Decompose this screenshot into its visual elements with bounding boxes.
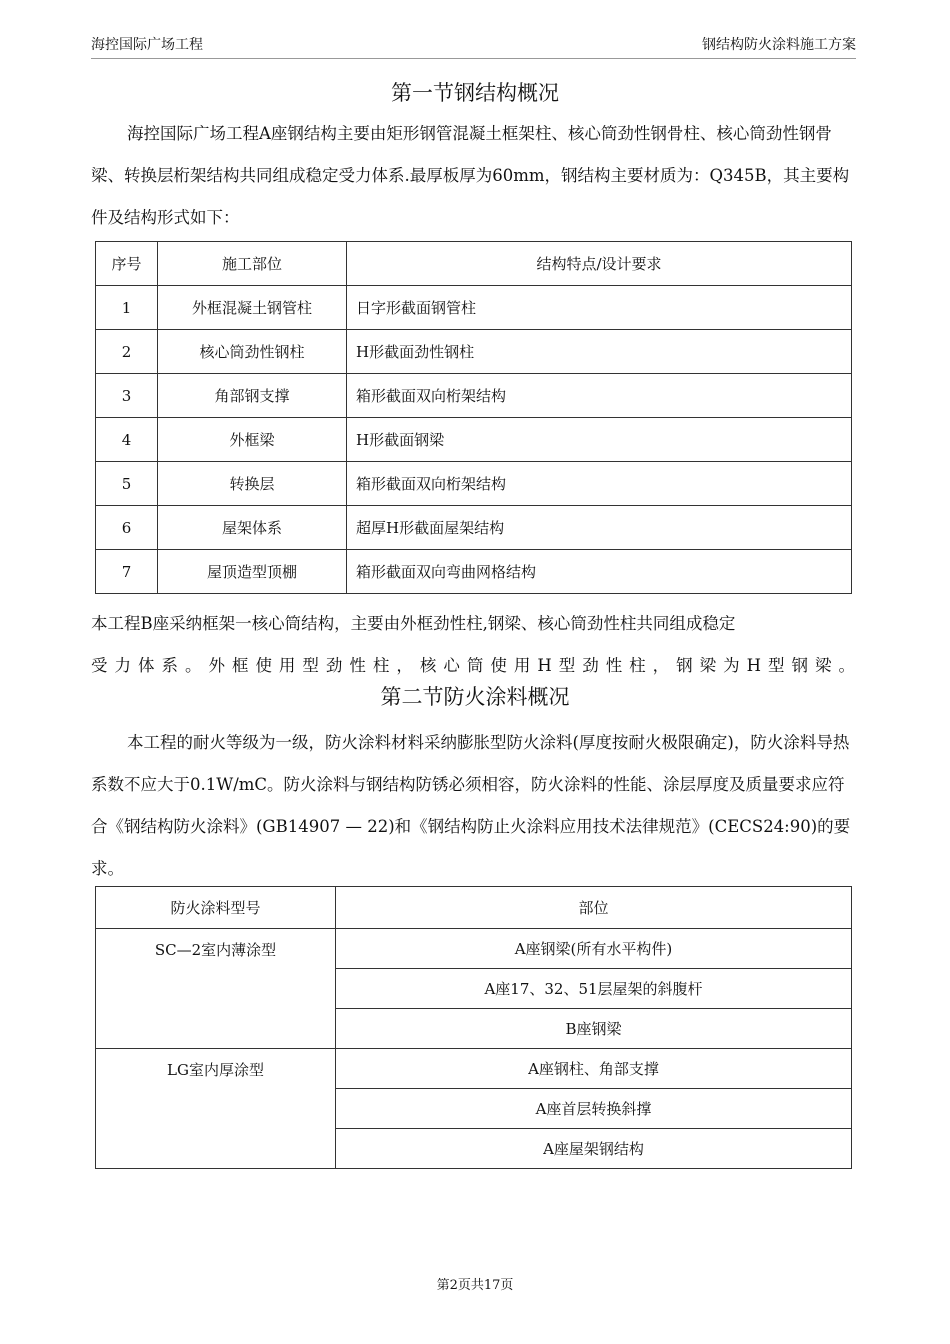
row-number: 4 xyxy=(96,418,158,462)
section1-b-paragraph-line2: 受力体系。外框使用型劲性柱，核心筒使用H型劲性柱，钢梁为H型钢梁。 xyxy=(91,656,855,675)
row-part: 转换层 xyxy=(158,462,347,506)
table-row xyxy=(96,374,852,418)
row-part: 角部钢支撑 xyxy=(158,374,347,418)
row-part: 外框混凝土钢管柱 xyxy=(158,286,347,330)
section1-paragraph xyxy=(91,113,855,239)
coating-type-cell: LG室内厚涂型 xyxy=(96,1049,336,1169)
row-feature: 箱形截面双向桁架结构 xyxy=(347,374,852,418)
row-feature: 箱形截面双向弯曲网格结构 xyxy=(347,550,852,594)
section2-title: 第二节防火涂料概况 xyxy=(380,685,570,709)
section1-title: 第一节钢结构概况 xyxy=(391,81,559,105)
coating-part-cell: A座17、32、51层屋架的斜腹杆 xyxy=(336,969,852,1009)
row-number: 1 xyxy=(96,286,158,330)
coating-part-cell: A座钢柱、角部支撑 xyxy=(336,1049,852,1089)
fireproof-coating-table xyxy=(95,886,852,1169)
row-number: 3 xyxy=(96,374,158,418)
coating-part-cell: A座屋架钢结构 xyxy=(336,1129,852,1169)
coating-part-cell: A座首层转换斜撑 xyxy=(336,1089,852,1129)
header-cell: 部位 xyxy=(336,887,852,929)
row-feature: H形截面劲性钢柱 xyxy=(347,330,852,374)
row-number: 7 xyxy=(96,550,158,594)
table-row xyxy=(96,462,852,506)
row-feature: 超厚H形截面屋架结构 xyxy=(347,506,852,550)
row-feature: 箱形截面双向桁架结构 xyxy=(347,462,852,506)
header-document-title: 钢结构防火涂料施工方案 xyxy=(702,37,856,53)
table-row xyxy=(96,330,852,374)
row-number: 6 xyxy=(96,506,158,550)
header-project-name: 海控国际广场工程 xyxy=(91,37,203,53)
header-cell: 结构特点/设计要求 xyxy=(347,242,852,286)
row-feature: 日字形截面钢管柱 xyxy=(347,286,852,330)
row-part: 核心筒劲性钢柱 xyxy=(158,330,347,374)
coating-part-cell: A座钢梁(所有水平构件) xyxy=(336,929,852,969)
row-part: 屋顶造型顶棚 xyxy=(158,550,347,594)
section2-paragraph xyxy=(91,722,855,890)
table-header-row xyxy=(96,242,852,286)
row-part: 外框梁 xyxy=(158,418,347,462)
section1-b-paragraph-line1: 本工程B座采纳框架一核心筒结构，主要由外框劲性柱,钢梁、核心筒劲性柱共同组成稳定 xyxy=(91,614,736,633)
header-cell: 序号 xyxy=(96,242,158,286)
coating-type-cell: SC—2室内薄涂型 xyxy=(96,929,336,1049)
row-feature: H形截面钢梁 xyxy=(347,418,852,462)
page-footer: 第2页共17页 xyxy=(436,1278,514,1293)
header-divider xyxy=(91,58,856,59)
table-header-row xyxy=(96,887,852,929)
header-cell: 防火涂料型号 xyxy=(96,887,336,929)
section1-paragraph-text: 海控国际广场工程A座钢结构主要由矩形钢管混凝土框架柱、核心筒劲性钢骨柱、核心筒劲性钢骨梁、转换层桁架结构共同组成稳定受力体系.最厚板厚为60mm，钢结构主要材质为：Q345B，其主要构件及结构形式如下： xyxy=(91,124,850,227)
table-row xyxy=(96,418,852,462)
table-row xyxy=(96,506,852,550)
coating-part-cell: B座钢梁 xyxy=(336,1009,852,1049)
structure-table xyxy=(95,241,852,594)
table-row xyxy=(96,929,852,969)
row-number: 2 xyxy=(96,330,158,374)
header-cell: 施工部位 xyxy=(158,242,347,286)
row-number: 5 xyxy=(96,462,158,506)
row-part: 屋架体系 xyxy=(158,506,347,550)
table-row xyxy=(96,550,852,594)
table-row xyxy=(96,286,852,330)
table-row xyxy=(96,1049,852,1089)
section2-paragraph-text: 本工程的耐火等级为一级，防火涂料材料采纳膨胀型防火涂料(厚度按耐火极限确定)，防火涂料导热系数不应大于0.1W/mC。防火涂料与钢结构防锈必须相容，防火涂料的性能、涂层厚度及质量要求应符合《钢结构防火涂料》(GB14907 — 22)和《钢结构防止火涂料应用技术法律规范》(CECS24:90)的要求。 xyxy=(91,733,851,878)
